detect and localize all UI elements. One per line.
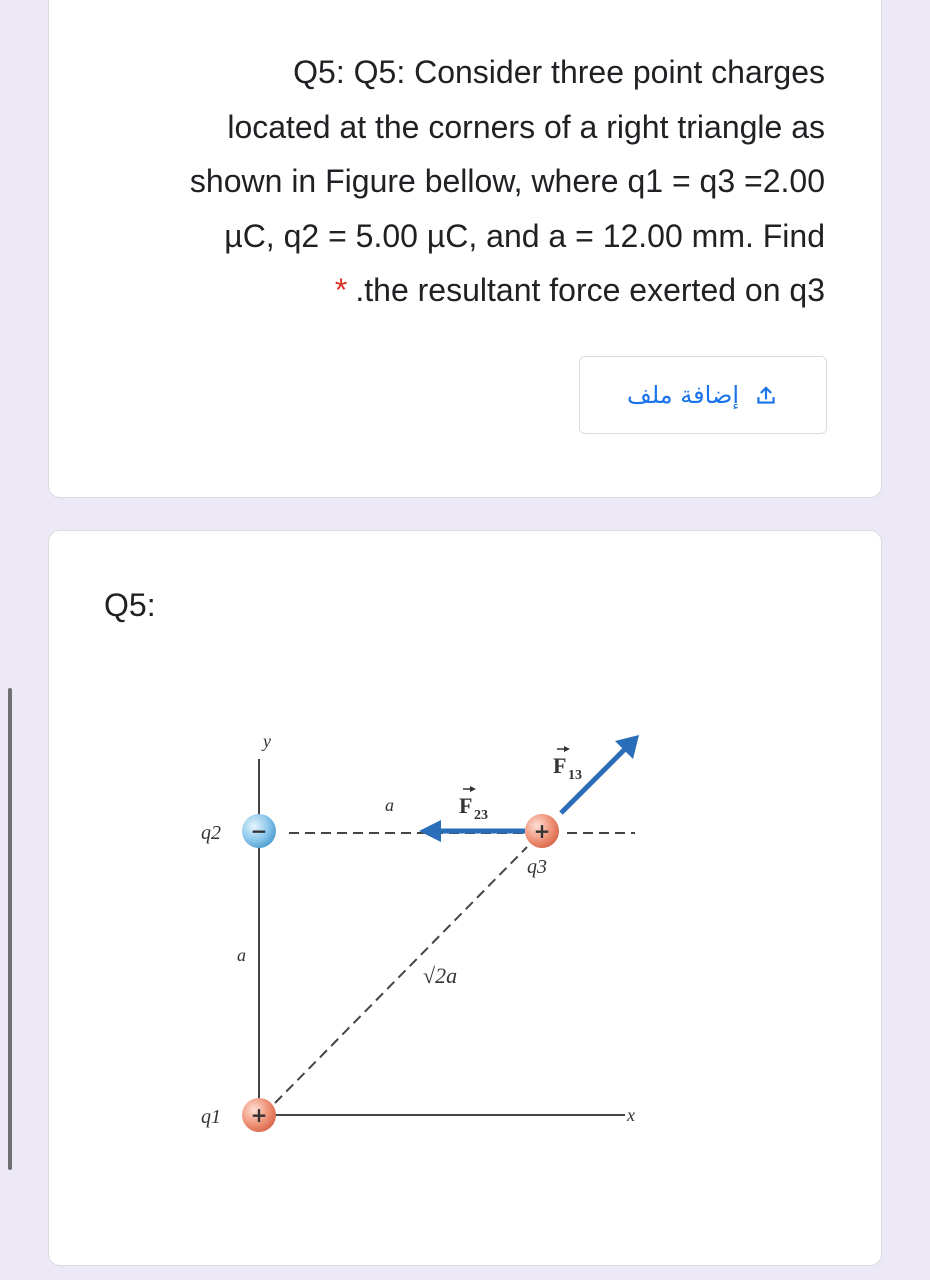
x-axis-label: x — [627, 1105, 635, 1125]
charge-q2 — [242, 814, 276, 848]
force-letter: F — [553, 753, 567, 778]
force-label-f13 — [553, 746, 582, 783]
question-card — [48, 0, 882, 498]
side-label-horizontal: a — [385, 795, 394, 815]
charge-label-q1: q1 — [201, 1106, 221, 1128]
scrollbar[interactable] — [8, 688, 12, 1170]
force-label-f23 — [459, 786, 488, 823]
question-line: shown in Figure bellow, where q1 = q3 =2.00 — [189, 163, 825, 199]
side-label-vertical: a — [237, 945, 246, 965]
force-subscript: 13 — [568, 768, 582, 783]
question-line: located at the corners of a right triangle as — [227, 108, 825, 145]
figure-card — [48, 530, 882, 1266]
charge-label-q3: q3 — [527, 856, 547, 878]
side-label-diagonal: √2a — [423, 963, 458, 988]
charge-sign: + — [533, 819, 551, 843]
force-arrowhead-f23 — [419, 820, 441, 842]
add-file-label: إضافة ملف — [627, 381, 739, 409]
question-text — [95, 45, 825, 318]
question-line: µC, q2 = 5.00 µC, and a = 12.00 mm. Find — [224, 217, 825, 254]
add-file-button[interactable] — [579, 356, 827, 434]
charge-label-q2: q2 — [201, 822, 221, 844]
question-line-last — [95, 263, 825, 318]
y-axis-label: y — [263, 731, 271, 751]
charge-q3 — [525, 814, 559, 848]
question-line: Q5: Q5: Consider three point charges — [293, 54, 825, 90]
charge-sign: − — [250, 819, 268, 843]
dashed-line-diagonal — [275, 847, 527, 1103]
upload-icon — [753, 382, 779, 408]
charge-sign: + — [250, 1103, 268, 1127]
required-asterisk: * — [334, 272, 348, 308]
card-title: Q5: — [104, 587, 156, 623]
physics-figure — [49, 531, 883, 1267]
charge-q1 — [242, 1098, 276, 1132]
force-subscript: 23 — [474, 808, 488, 823]
force-letter: F — [459, 793, 473, 818]
question-line: .the resultant force exerted on q3 — [355, 272, 825, 308]
